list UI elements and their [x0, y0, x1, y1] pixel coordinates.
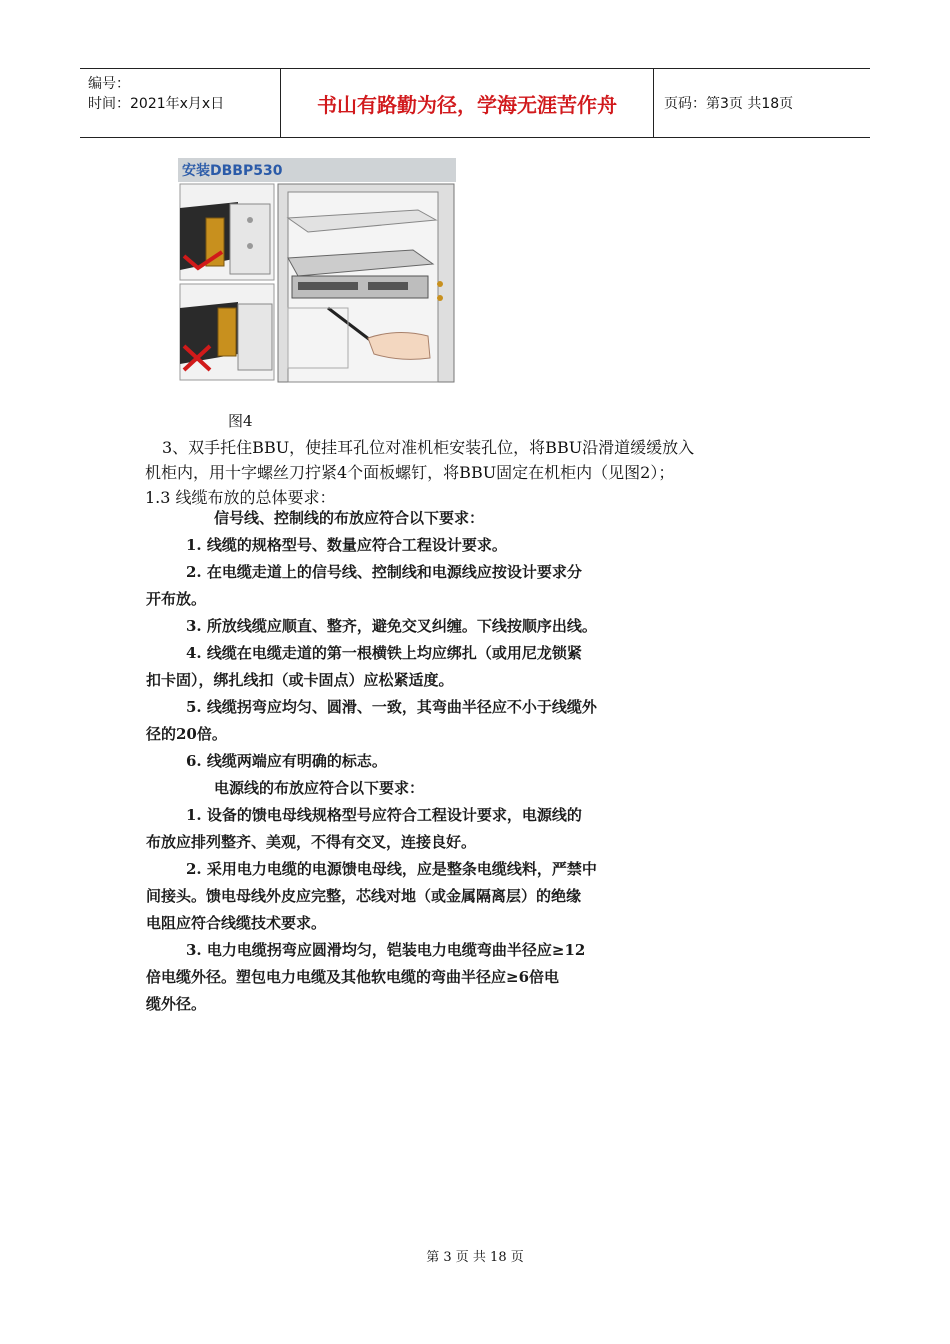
list-item: 1. 设备的馈电母线规格型号应符合工程设计要求，电源线的 — [186, 806, 582, 824]
list-item: 5. 线缆拐弯应均匀、圆滑、一致，其弯曲半径应不小于线缆外 — [186, 698, 597, 716]
list-item-cont: 电阻应符合线缆技术要求。 — [146, 914, 327, 932]
number-label: 编号： — [88, 76, 130, 92]
scanned-requirements — [146, 505, 686, 1018]
page-header — [80, 68, 870, 138]
header-motto: 书山有路勤为径，学海无涯苦作舟 — [280, 69, 654, 137]
list-item-cont: 间接头。馈电母线外皮应完整，芯线对地（或金属隔离层）的绝缘 — [146, 887, 582, 905]
list-item-cont: 布放应排列整齐、美观，不得有交叉，连接良好。 — [146, 833, 477, 851]
list-item: 1. 线缆的规格型号、数量应符合工程设计要求。 — [186, 536, 507, 554]
page-footer: 第 3 页 共 18 页 — [426, 1250, 524, 1265]
step3-line1: 3、双手托住BBU，使挂耳孔位对准机柜安装孔位，将BBU沿滑道缓缓放入 — [162, 438, 695, 457]
step3-line2: 机柜内，用十字螺丝刀拧紧4个面板螺钉，将BBU固定在机柜内（见图2）； — [145, 463, 675, 482]
list-item-cont: 缆外径。 — [146, 995, 207, 1013]
install-figure — [178, 158, 456, 384]
list-item: 6. 线缆两端应有明确的标志。 — [186, 752, 387, 770]
list-item: 4. 线缆在电缆走道的第一根横铁上均应绑扎（或用尼龙锁紧 — [186, 644, 582, 662]
figure-title: 安装DBBP530 — [182, 163, 283, 179]
list-item: 3. 所放线缆应顺直、整齐，避免交叉纠缠。下线按顺序出线。 — [186, 617, 597, 635]
header-page-info: 页码：第3页 共18页 — [664, 96, 794, 112]
section-heading: 1.3 线缆布放的总体要求： — [145, 488, 336, 507]
header-meta — [80, 69, 280, 137]
list-item-cont: 倍电缆外径。塑包电力电缆及其他软电缆的弯曲半径应≥6倍电 — [146, 968, 560, 986]
list-item: 2. 在电缆走道上的信号线、控制线和电源线应按设计要求分 — [186, 563, 582, 581]
list-item: 2. 采用电力电缆的电源馈电母线，应是整条电缆线料，严禁中 — [186, 860, 597, 878]
bbu-install-illustration — [178, 158, 456, 384]
list-item-cont: 径的20倍。 — [146, 725, 227, 743]
list-item: 3. 电力电缆拐弯应圆滑均匀，铠装电力电缆弯曲半径应≥12 — [186, 941, 586, 959]
figure-caption: 图4 — [228, 412, 253, 430]
date-label: 时间：2021年x月x日 — [88, 96, 225, 112]
list-item-cont: 扣卡固），绑扎线扣（或卡固点）应松紧适度。 — [146, 671, 454, 689]
list-item-cont: 开布放。 — [146, 590, 207, 608]
signal-heading: 信号线、控制线的布放应符合以下要求： — [214, 509, 485, 527]
power-heading: 电源线的布放应符合以下要求： — [214, 779, 425, 797]
